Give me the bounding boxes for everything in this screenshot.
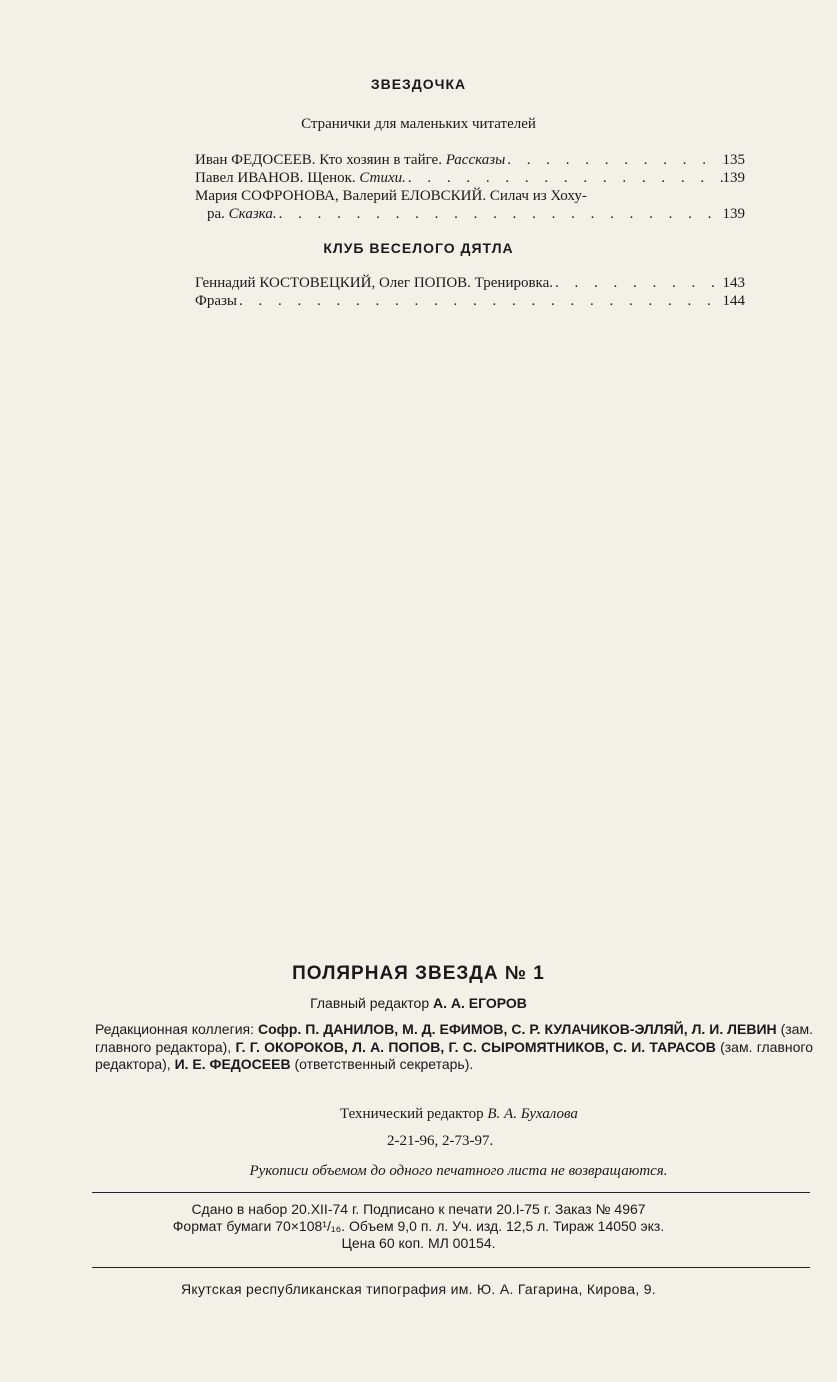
toc-entry: Павел ИВАНОВ. Щенок. Стихи. . . . 139	[195, 169, 745, 187]
toc-entry: Мария СОФРОНОВА, Валерий ЕЛОВСКИЙ. Силач из Хоху-	[195, 188, 587, 204]
toc-entry: Иван ФЕДОСЕЕВ. Кто хозяин в тайге. Рассказы . . . 135	[195, 151, 745, 169]
section-title-zvezdochka: ЗВЕЗДОЧКА	[370, 76, 467, 92]
toc-page-number: 139	[722, 206, 745, 222]
divider	[92, 1192, 810, 1193]
divider	[92, 1267, 810, 1268]
editorial-board: Редакционная коллегия: Софр. П. ДАНИЛОВ, М. Д. ЕФИМОВ, С. Р. КУЛАЧИКОВ-ЭЛЛЯЙ, Л. И. ЛЕВИН (зам. главного редактора), Г. Г. ОКОРОКОВ, Л. А. ПОПОВ, Г. С. СЫРОМЯТНИКОВ, С. И. ТАРАСОВ (зам. главного редактора), И. Е. ФЕДОСЕЕВ (ответственный секретарь).	[95, 1021, 813, 1072]
toc-page-number: 143	[722, 275, 745, 291]
toc-entry: Фразы . . . 144	[195, 292, 745, 310]
toc-page-number: 139	[722, 170, 745, 186]
toc-entry-continuation: ра. Сказка. . . . 139	[195, 205, 745, 223]
toc-page-number: 135	[722, 152, 745, 168]
section-title-club: КЛУБ ВЕСЕЛОГО ДЯТЛА	[323, 240, 514, 256]
manuscripts-note: Рукописи объемом до одного печатного листа не возвращаются.	[249, 1163, 668, 1179]
toc-page-number: 144	[722, 293, 745, 309]
technical-editor: Технический редактор В. А. Бухалова	[340, 1106, 578, 1122]
toc-section-2	[195, 274, 745, 310]
phone-numbers: 2-21-96, 2-73-97.	[387, 1133, 494, 1149]
toc-entry: Геннадий КОСТОВЕЦКИЙ, Олег ПОПОВ. Тренировка. . . . 143	[195, 274, 745, 292]
print-details: Сдано в набор 20.XII-74 г. Подписано к печати 20.I-75 г. Заказ № 4967 Формат бумаги 70×108¹/₁₆. Объем 9,0 п. л. Уч. изд. 12,5 л. Тираж 14050 экз. Цена 60 коп. МЛ 00154.	[172, 1201, 665, 1251]
magazine-title: ПОЛЯРНАЯ ЗВЕЗДА № 1	[292, 963, 545, 984]
toc-section-1	[195, 151, 745, 223]
printer-info: Якутская республиканская типография им. Ю. А. Гагарина, Кирова, 9.	[181, 1281, 656, 1297]
section-subtitle: Странички для маленьких читателей	[301, 116, 536, 132]
chief-editor: Главный редактор А. А. ЕГОРОВ	[310, 995, 527, 1011]
